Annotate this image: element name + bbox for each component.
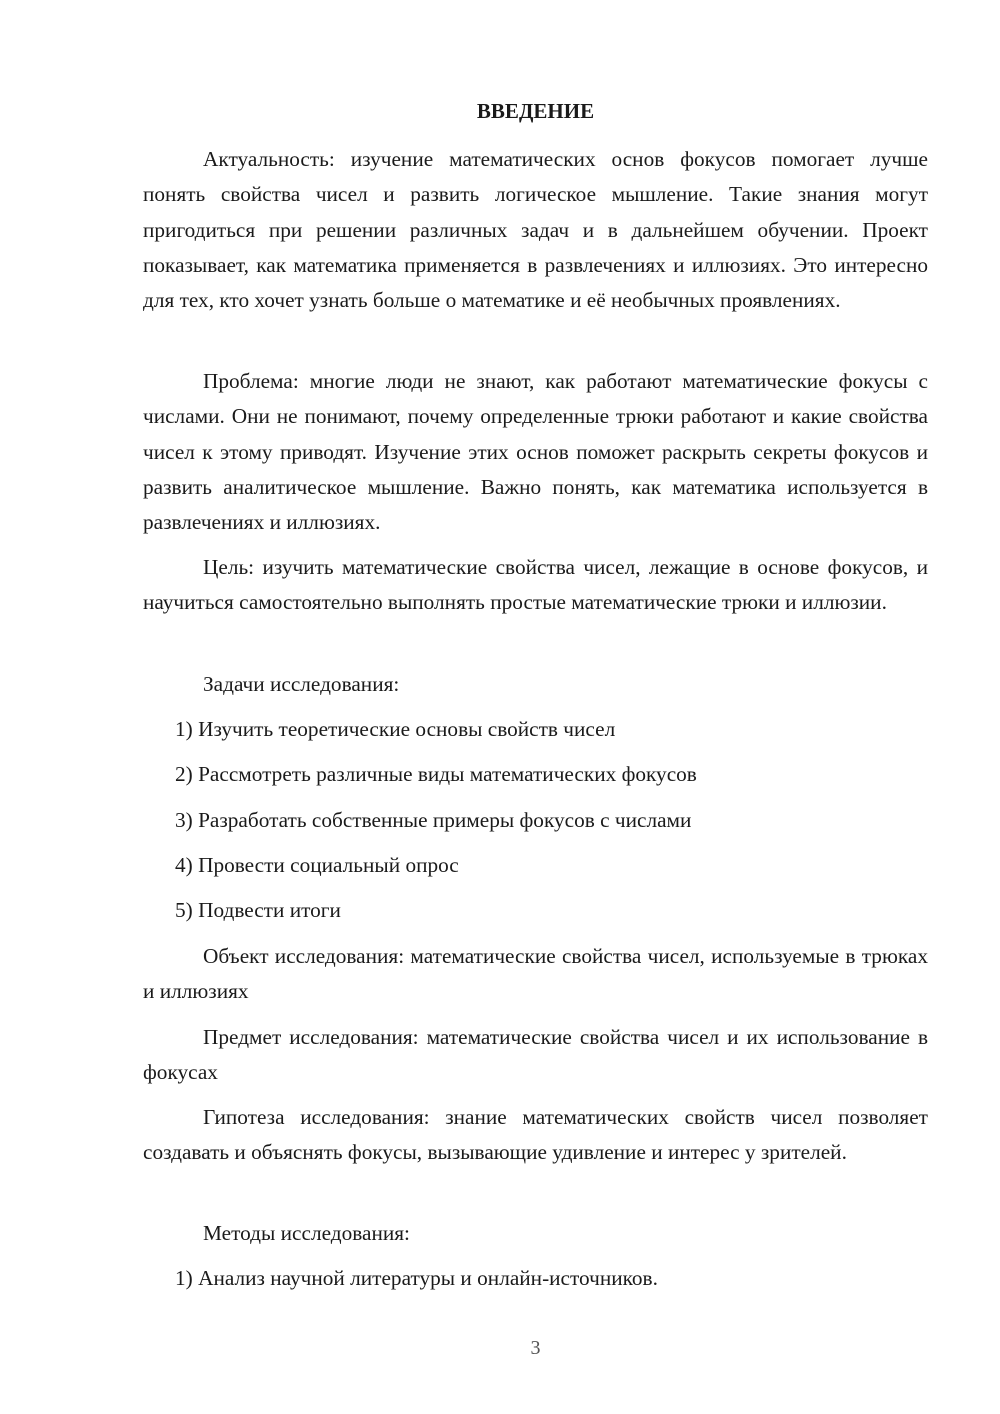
- section-title: ВВЕДЕНИЕ: [476, 99, 595, 123]
- paragraph-problem: Проблема: многие люди не знают, как работают математические фокусы с числами. Они не понимают, почему определенные трюки работают и какие свойства чисел к этому приводят. Изучение этих основ поможет раскрыть секреты фокусов и развить аналитическое мышление. Важно понять, как математика используется в развлечениях и иллюзиях.: [143, 369, 928, 535]
- list-item-task-2: 2) Рассмотреть различные виды математических фокусов: [175, 762, 697, 786]
- tasks-heading: Задачи исследования:: [203, 672, 400, 696]
- list-item-method-1: 1) Анализ научной литературы и онлайн-источников.: [175, 1266, 658, 1290]
- methods-heading: Методы исследования:: [203, 1221, 410, 1245]
- page-number: 3: [530, 1337, 541, 1359]
- paragraph-relevance: Актуальность: изучение математических основ фокусов помогает лучше понять свойства чисел и развить логическое мышление. Такие знания могут пригодиться при решении различных задач и в дальнейшем обучении. Проект показывает, как математика применяется в развлечениях и иллюзиях. Это интересно для тех, кто хочет узнать больше о математике и её необычных проявлениях.: [143, 147, 928, 313]
- paragraph-object: Объект исследования: математические свойства чисел, используемые в трюках и иллюзиях: [143, 944, 928, 1004]
- list-item-task-1: 1) Изучить теоретические основы свойств чисел: [175, 717, 616, 741]
- document-page: [143, 0, 928, 1414]
- list-item-task-4: 4) Провести социальный опрос: [175, 853, 459, 877]
- list-item-task-5: 5) Подвести итоги: [175, 898, 341, 922]
- paragraph-goal: Цель: изучить математические свойства чисел, лежащие в основе фокусов, и научиться самостоятельно выполнять простые математические трюки и иллюзии.: [143, 555, 928, 615]
- list-item-task-3: 3) Разработать собственные примеры фокусов с числами: [175, 808, 692, 832]
- paragraph-hypothesis: Гипотеза исследования: знание математических свойств чисел позволяет создавать и объяснять фокусы, вызывающие удивление и интерес у зрителей.: [143, 1105, 928, 1165]
- paragraph-subject: Предмет исследования: математические свойства чисел и их использование в фокусах: [143, 1025, 928, 1085]
